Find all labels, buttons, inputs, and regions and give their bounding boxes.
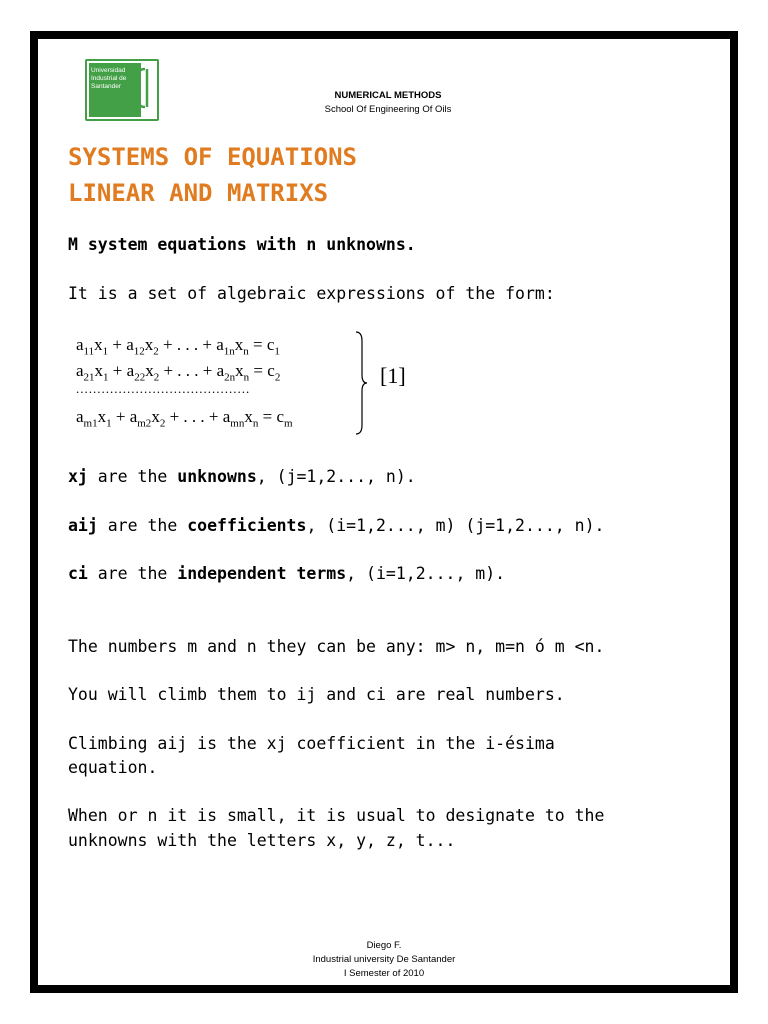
document-footer xyxy=(38,939,730,981)
equation-row-2: $a_{21}x_1 + a_{22}x_2$ + . . . + $a_{2n}x_n = c_2$ xyxy=(76,361,281,384)
page-title xyxy=(68,139,357,211)
definition-text: It is a set of algebraic expressions of the form: xyxy=(68,284,555,303)
title-line-2: LINEAR AND MATRIXS xyxy=(68,179,329,207)
paragraph-letters-line1: When or n it is small, it is usual to designate to the xyxy=(68,806,605,825)
equation-system xyxy=(70,329,420,441)
paragraph-real-numbers: You will climb them to ij and ci are real numbers. xyxy=(68,685,565,704)
school-name: School Of Engineering Of Oils xyxy=(324,104,452,115)
footer-author: Diego F. xyxy=(366,940,402,951)
term-coefficients: aij are the coefficients, (i=1,2..., m) (j=1,2..., n). xyxy=(68,516,605,535)
right-brace-icon xyxy=(355,331,367,435)
paragraph-coefficient-line1: Climbing aij is the xj coefficient in the i-ésima xyxy=(68,734,555,753)
paragraph-dimensions: The numbers m and n they can be any: m> n, m=n ó m <n. xyxy=(68,637,605,656)
title-line-1: SYSTEMS OF EQUATIONS xyxy=(68,143,357,171)
equation-row-m: $a_{m1}x_1 + a_{m2}x_2$ + . . . + $a_{mn}x_n = c_m$ xyxy=(76,407,293,430)
footer-semester: I Semester of 2010 xyxy=(343,968,425,979)
equation-ellipsis-row: ......................................... xyxy=(76,381,251,396)
term-unknowns: xj are the unknowns, (j=1,2..., n). xyxy=(68,467,416,486)
intro-heading: M system equations with n unknowns. xyxy=(68,235,416,254)
footer-university: Industrial university De Santander xyxy=(312,954,456,965)
logo-emblem xyxy=(85,59,159,121)
page-frame xyxy=(30,31,738,993)
logo-text: Universidad Industrial de Santander xyxy=(89,63,144,117)
term-independent: ci are the independent terms, (i=1,2..., m). xyxy=(68,564,506,583)
equation-row-1: $a_{11}x_1 + a_{12}x_2$ + . . . + $a_{1n}x_n = c_1$ xyxy=(76,335,280,358)
paragraph-coefficient-line2: equation. xyxy=(68,758,158,777)
equation-number: [1] xyxy=(380,363,406,388)
course-title: NUMERICAL METHODS xyxy=(334,90,442,101)
document-header xyxy=(208,89,568,117)
paragraph-letters-line2: unknowns with the letters x, y, z, t... xyxy=(68,831,456,850)
